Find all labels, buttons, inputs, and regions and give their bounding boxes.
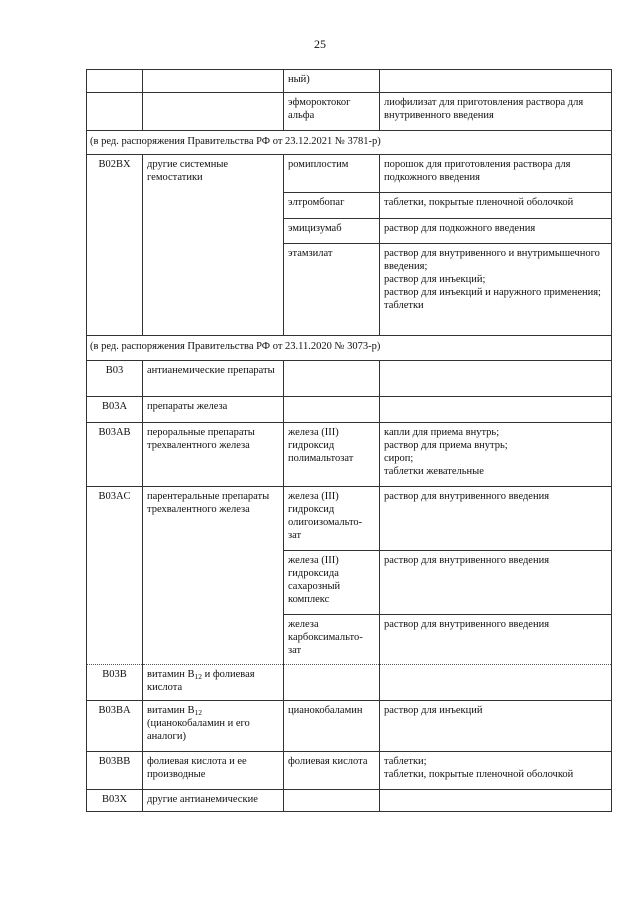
group-cell xyxy=(143,665,284,701)
form-line: раствор для инъекций; xyxy=(384,274,486,285)
table-row xyxy=(87,551,612,615)
drug-cell: элтромбопаг xyxy=(284,193,380,219)
table-row xyxy=(87,193,612,219)
drug-cell: эфмороктоког альфа xyxy=(284,93,380,131)
table-row xyxy=(87,665,612,701)
atc-code-cell xyxy=(87,244,143,336)
drug-cell: цианокобаламин xyxy=(284,701,380,752)
form-line: раствор для подкожного введения xyxy=(384,223,536,234)
drug-cell: железа (III) гидроксид олигоизомальто-зат xyxy=(284,487,380,551)
table-row xyxy=(87,487,612,551)
group-cell: парентеральные препараты трехвалентного железа xyxy=(143,487,284,551)
group-cell xyxy=(143,551,284,615)
table-row xyxy=(87,790,612,812)
table-row xyxy=(87,361,612,397)
drug-cell xyxy=(284,665,380,701)
amendment-note-row xyxy=(87,336,612,361)
group-cell: пероральные препараты трехвалентного железа xyxy=(143,423,284,487)
atc-code-cell xyxy=(87,615,143,665)
drug-table xyxy=(86,69,612,812)
group-cell xyxy=(143,193,284,219)
forms-cell xyxy=(380,423,612,487)
amendment-note: (в ред. распоряжения Правительства РФ от 23.11.2020 № 3073-р) xyxy=(87,336,612,361)
atc-code-cell: B03X xyxy=(87,790,143,812)
group-text: витамин $B_{12}$ xyxy=(147,705,202,717)
subscript: 12 xyxy=(194,708,202,717)
forms-cell xyxy=(380,487,612,551)
forms-cell xyxy=(380,244,612,336)
table-row xyxy=(87,615,612,665)
atc-code-cell: B02BX xyxy=(87,155,143,193)
drug-cell xyxy=(284,397,380,423)
forms-cell xyxy=(380,93,612,131)
group-cell: препараты железа xyxy=(143,397,284,423)
drug-cell: ромиплостим xyxy=(284,155,380,193)
form-line: раствор для внутривенного и внутримышечного введения; xyxy=(384,248,600,272)
form-line: раствор для приема внутрь; xyxy=(384,440,508,451)
form-line: таблетки, покрытые пленочной оболочкой xyxy=(384,769,574,780)
group-cell xyxy=(143,70,284,93)
drug-cell: железа карбоксимальто-зат xyxy=(284,615,380,665)
drug-cell xyxy=(284,361,380,397)
forms-cell xyxy=(380,615,612,665)
atc-code-cell xyxy=(87,219,143,244)
form-line: капли для приема внутрь; xyxy=(384,427,500,438)
group-cell xyxy=(143,219,284,244)
form-line: таблетки жевательные xyxy=(384,466,484,477)
page-number: 25 xyxy=(314,37,326,51)
drug-cell: железа (III) гидроксид полимальтозат xyxy=(284,423,380,487)
group-cell xyxy=(143,701,284,752)
group-cell: фолиевая кислота и ее производные xyxy=(143,752,284,790)
group-cell: другие системные гемостатики xyxy=(143,155,284,193)
group-cell: антианемические препараты xyxy=(143,361,284,397)
form-line: раствор для инъекций и наружного применения; xyxy=(384,287,601,298)
atc-code-cell: B03 xyxy=(87,361,143,397)
group-text: и фолиевая кислота xyxy=(147,669,255,693)
drug-cell: эмицизумаб xyxy=(284,219,380,244)
forms-cell xyxy=(380,551,612,615)
forms-cell xyxy=(380,361,612,397)
atc-code-cell: B03AC xyxy=(87,487,143,551)
atc-code-cell: B03BA xyxy=(87,701,143,752)
amendment-note: (в ред. распоряжения Правительства РФ от 23.12.2021 № 3781-р) xyxy=(87,131,612,155)
form-line: порошок для приготовления раствора для подкожного введения xyxy=(384,159,571,183)
atc-code-cell xyxy=(87,93,143,131)
forms-cell xyxy=(380,397,612,423)
form-line: таблетки; xyxy=(384,756,427,767)
forms-cell xyxy=(380,752,612,790)
table-row xyxy=(87,397,612,423)
group-text: витамин B xyxy=(147,669,195,680)
atc-code-cell: B03BB xyxy=(87,752,143,790)
table-row xyxy=(87,244,612,336)
group-cell xyxy=(143,93,284,131)
table-row xyxy=(87,219,612,244)
form-line: раствор для внутривенного введения xyxy=(384,619,550,630)
forms-cell xyxy=(380,70,612,93)
drug-cell: ный) xyxy=(284,70,380,93)
form-line: раствор для внутривенного введения xyxy=(384,555,550,566)
subscript: 12 xyxy=(194,672,202,681)
form-line: таблетки, покрытые пленочной оболочкой xyxy=(384,197,574,208)
drug-cell: фолиевая кислота xyxy=(284,752,380,790)
form-line: сироп; xyxy=(384,453,414,464)
drug-cell: этамзилат xyxy=(284,244,380,336)
forms-cell xyxy=(380,701,612,752)
atc-code-cell xyxy=(87,70,143,93)
form-line: лиофилизат для приготовления раствора для внутривенного введения xyxy=(384,97,584,121)
table-row xyxy=(87,93,612,131)
table-row xyxy=(87,155,612,193)
drug-cell xyxy=(284,790,380,812)
amendment-note-row xyxy=(87,131,612,155)
form-line: раствор для внутривенного введения xyxy=(384,491,550,502)
group-text: (цианокобаламин и его аналоги) xyxy=(147,718,250,742)
table-row xyxy=(87,752,612,790)
forms-cell xyxy=(380,193,612,219)
atc-code-cell: B03A xyxy=(87,397,143,423)
forms-cell xyxy=(380,155,612,193)
table-row xyxy=(87,423,612,487)
group-cell xyxy=(143,244,284,336)
forms-cell xyxy=(380,219,612,244)
atc-code-cell xyxy=(87,193,143,219)
drug-cell: железа (III) гидроксида сахарозный комплекс xyxy=(284,551,380,615)
group-cell xyxy=(143,615,284,665)
forms-cell xyxy=(380,665,612,701)
atc-code-cell xyxy=(87,551,143,615)
table-row xyxy=(87,70,612,93)
form-line: таблетки xyxy=(384,300,424,311)
atc-code-cell: B03AB xyxy=(87,423,143,487)
group-cell: другие антианемические xyxy=(143,790,284,812)
form-line: раствор для инъекций xyxy=(384,705,483,716)
table-row xyxy=(87,701,612,752)
forms-cell xyxy=(380,790,612,812)
atc-code-cell: B03B xyxy=(87,665,143,701)
